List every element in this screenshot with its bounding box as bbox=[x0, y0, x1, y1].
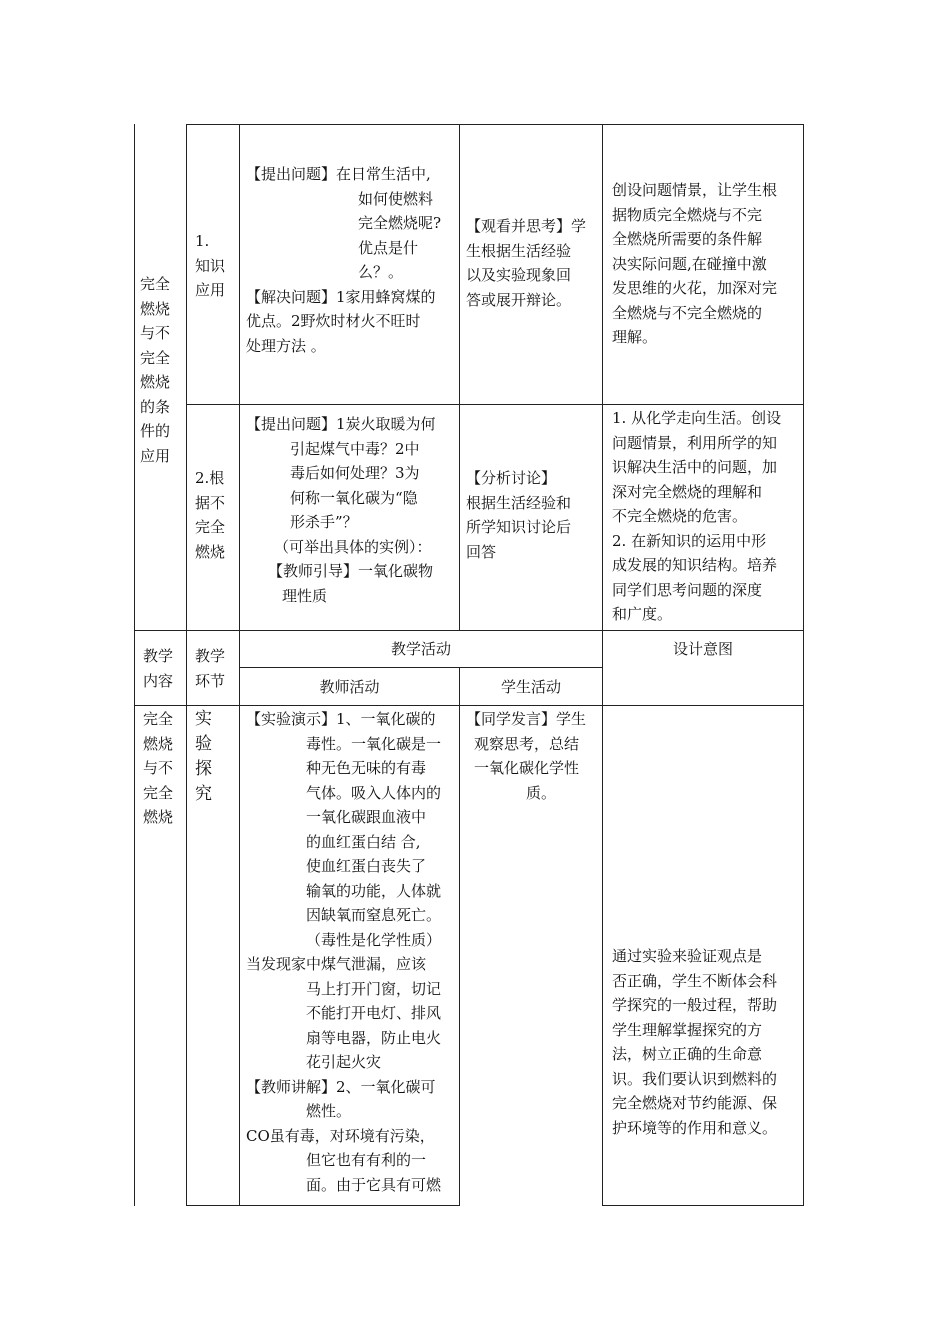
intent-line: 问题情景，利用所学的知 bbox=[612, 433, 778, 452]
speak-line: 质。 bbox=[526, 783, 557, 802]
intent-line: 否正确，学生不断体会科 bbox=[612, 971, 778, 990]
header-content-line: 教学 bbox=[143, 647, 174, 665]
student-activity-2 bbox=[466, 466, 602, 564]
demo-text: 1、一氧化碳的 bbox=[336, 710, 436, 728]
stage1-line: 知识 bbox=[195, 256, 226, 275]
question-line: 完全燃烧呢? bbox=[358, 214, 442, 232]
table-col-line-5 bbox=[803, 124, 804, 1206]
header-stage-line: 教学 bbox=[195, 647, 226, 665]
speak-text: 学生 bbox=[556, 710, 587, 728]
observe-line: 答或展开辩论。 bbox=[466, 290, 572, 309]
section2-content-line: 完全 bbox=[143, 710, 174, 728]
question-line: 何称一氧化碳为“隐 bbox=[290, 488, 418, 507]
intent-line: 学生理解掌握探究的方 bbox=[612, 1020, 763, 1039]
demo-line: 气体。吸入人体内的 bbox=[306, 783, 442, 802]
solve-line: 处理方法 。 bbox=[246, 336, 326, 355]
speak-line: 一氧化碳化学性 bbox=[474, 759, 580, 777]
question-text: 1炭火取暖为何 bbox=[336, 415, 436, 433]
explain-text: 2、一氧化碳可 bbox=[336, 1077, 436, 1096]
design-intent-2 bbox=[612, 406, 802, 627]
intent-line: 通过实验来验证观点是 bbox=[612, 947, 763, 965]
section1-content-text: 完全燃烧与不完全燃烧的条件的应用 bbox=[140, 275, 171, 465]
stage1-line: 1. bbox=[195, 232, 210, 250]
leak-line: 不能打开电灯、排风 bbox=[306, 1004, 442, 1022]
table-row-line-4 bbox=[134, 705, 804, 706]
header-activities: 教学活动 bbox=[390, 640, 451, 658]
table-border-left bbox=[134, 124, 135, 1206]
intent-line: 创设问题情景，让学生根 bbox=[612, 181, 778, 199]
stage2-line: 据不 bbox=[195, 493, 226, 512]
solve-text: 1家用蜂窝煤的 bbox=[336, 287, 436, 306]
section2-content-cell bbox=[143, 707, 185, 830]
demo-line: 毒性。一氧化碳是一 bbox=[306, 734, 442, 753]
header-teacher: 教师活动 bbox=[319, 678, 380, 696]
solve-line: 优点。2野炊时材火不旺时 bbox=[246, 312, 421, 330]
teacher-activity-3 bbox=[246, 707, 458, 1205]
intent-line: 护环境等的作用和意义。 bbox=[612, 1118, 778, 1137]
observe-text: 学 bbox=[571, 217, 587, 235]
intent-line: 同学们思考问题的深度 bbox=[612, 580, 763, 599]
student-activity-3 bbox=[466, 707, 602, 805]
section2-content-line: 燃烧 bbox=[143, 734, 174, 753]
question-line: 如何使燃料 bbox=[358, 189, 434, 208]
demo-line: 输氧的功能，人体就 bbox=[306, 881, 442, 900]
intent-line: 识解决生活中的问题，加 bbox=[612, 458, 778, 476]
section2-stage-line: 实 bbox=[195, 709, 212, 729]
co-text: CO虽有毒，对环境有污染， bbox=[246, 1126, 435, 1145]
table-row-top bbox=[186, 124, 804, 125]
section2-content-line: 完全 bbox=[143, 783, 174, 802]
section2-stage-line: 究 bbox=[195, 784, 212, 804]
intent-line: 和广度。 bbox=[612, 605, 673, 623]
observe-line: 生根据生活经验 bbox=[466, 241, 572, 260]
teacher-activity-1 bbox=[246, 162, 458, 358]
header-student: 学生活动 bbox=[500, 678, 561, 696]
intent-line: 据物质完全燃烧与不完 bbox=[612, 205, 763, 224]
table-col-line-2 bbox=[239, 124, 240, 1206]
intent-line: 法，树立正确的生命意 bbox=[612, 1045, 763, 1063]
leak-line: 扇等电器，防止电火 bbox=[306, 1028, 442, 1047]
co-line: 面。由于它具有可燃 bbox=[306, 1175, 442, 1194]
intent-line: 1. 从化学走向生活。创设 bbox=[612, 409, 782, 427]
stage1-cell bbox=[195, 229, 237, 303]
section2-stage-cell bbox=[195, 707, 237, 807]
leak-line: 马上打开门窗，切记 bbox=[306, 979, 442, 998]
demo-line: （毒性是化学性质） bbox=[306, 930, 442, 949]
header-content bbox=[143, 644, 185, 693]
stage2-line: 2.根 bbox=[195, 469, 225, 487]
intent-line: 成发展的知识结构。培养 bbox=[612, 556, 778, 574]
table-row-line-5b bbox=[602, 1205, 804, 1206]
stage2-line: 完全 bbox=[195, 518, 226, 536]
co-line: 但它也有有利的一 bbox=[306, 1151, 427, 1169]
section2-stage-line: 探 bbox=[195, 759, 212, 779]
speak-tag: 【同学发言】 bbox=[466, 710, 557, 728]
question-text: 在日常生活中, bbox=[336, 165, 431, 183]
observe-line: 以及实验现象回 bbox=[466, 266, 572, 284]
solve-tag: 【解决问题】 bbox=[246, 287, 337, 306]
demo-line: 种无色无味的有毒 bbox=[306, 759, 427, 777]
example-note: （可举出具体的实例）： bbox=[274, 537, 432, 556]
question-line: 优点是什 bbox=[358, 238, 419, 257]
question-tag: 【提出问题】 bbox=[246, 415, 337, 433]
explain-tag: 【教师讲解】 bbox=[246, 1077, 337, 1096]
discuss-tag: 【分析讨论】 bbox=[466, 469, 557, 487]
stage1-line: 应用 bbox=[195, 281, 226, 299]
leak-line: 花引起火灾 bbox=[306, 1053, 382, 1071]
demo-line: 使血红蛋白丧失了 bbox=[306, 857, 427, 875]
section2-content-line: 燃烧 bbox=[143, 808, 174, 826]
design-intent-3 bbox=[612, 944, 802, 1140]
header-stage-line: 环节 bbox=[195, 671, 226, 690]
design-intent-1 bbox=[612, 178, 802, 350]
observe-tag: 【观看并思考】 bbox=[466, 217, 572, 235]
discuss-line: 回答 bbox=[466, 542, 497, 561]
intent-line: 完全燃烧对节约能源、保 bbox=[612, 1094, 778, 1112]
question-tag: 【提出问题】 bbox=[246, 165, 337, 183]
demo-line: 的血红蛋白结 合, bbox=[306, 832, 421, 851]
question-line: 毒后如何处理？3为 bbox=[290, 464, 420, 482]
discuss-line: 根据生活经验和 bbox=[466, 493, 572, 512]
table-col-line-3a bbox=[459, 124, 460, 630]
intent-line: 理解。 bbox=[612, 328, 658, 346]
demo-tag: 【实验演示】 bbox=[246, 710, 337, 728]
demo-line: 一氧化碳跟血液中 bbox=[306, 808, 427, 826]
speak-line: 观察思考，总结 bbox=[474, 734, 580, 753]
header-intent: 设计意图 bbox=[672, 640, 733, 658]
header-content-line: 内容 bbox=[143, 671, 174, 690]
intent-line: 全燃烧所需要的条件解 bbox=[612, 230, 763, 248]
guide-tag: 【教师引导】 bbox=[268, 562, 359, 580]
table-col-line-1 bbox=[186, 124, 187, 1206]
table-row-line-3 bbox=[239, 667, 603, 668]
intent-line: 识。我们要认识到燃料的 bbox=[612, 1069, 778, 1088]
question-line: 引起煤气中毒？2中 bbox=[290, 439, 420, 458]
guide-text: 一氧化碳物 bbox=[358, 562, 434, 580]
leak-text: 当发现家中煤气泄漏，应该 bbox=[246, 955, 427, 973]
intent-line: 不完全燃烧的危害。 bbox=[612, 507, 748, 525]
table-row-line-2 bbox=[134, 630, 804, 631]
question-line: 形杀手”？ bbox=[290, 513, 358, 531]
intent-line: 学探究的一般过程，帮助 bbox=[612, 996, 778, 1014]
student-activity-1 bbox=[466, 214, 602, 312]
header-stage bbox=[195, 644, 237, 693]
intent-line: 发思维的火花，加深对完 bbox=[612, 279, 778, 297]
stage2-cell bbox=[195, 466, 237, 564]
demo-line: 因缺氧而窒息死亡。 bbox=[306, 906, 442, 924]
table-row-line-5a bbox=[186, 1205, 460, 1206]
intent-line: 决实际问题,在碰撞中激 bbox=[612, 254, 767, 273]
intent-line: 2. 在新知识的运用中形 bbox=[612, 531, 767, 550]
intent-line: 深对完全燃烧的理解和 bbox=[612, 482, 763, 501]
question-line: 么？。 bbox=[358, 263, 404, 281]
table-col-line-3b bbox=[459, 667, 460, 1206]
section1-content-cell bbox=[140, 272, 184, 468]
teacher-activity-2 bbox=[246, 412, 458, 608]
guide-line: 理性质 bbox=[282, 586, 328, 605]
stage2-line: 燃烧 bbox=[195, 542, 226, 561]
table-col-line-4 bbox=[602, 124, 603, 1206]
section2-content-line: 与不 bbox=[143, 759, 174, 777]
table-row-line-1 bbox=[186, 404, 804, 405]
intent-line: 全燃烧与不完全燃烧的 bbox=[612, 303, 763, 322]
explain-line: 燃性。 bbox=[306, 1102, 352, 1120]
discuss-line: 所学知识讨论后 bbox=[466, 518, 572, 536]
section2-stage-line: 验 bbox=[195, 734, 212, 754]
